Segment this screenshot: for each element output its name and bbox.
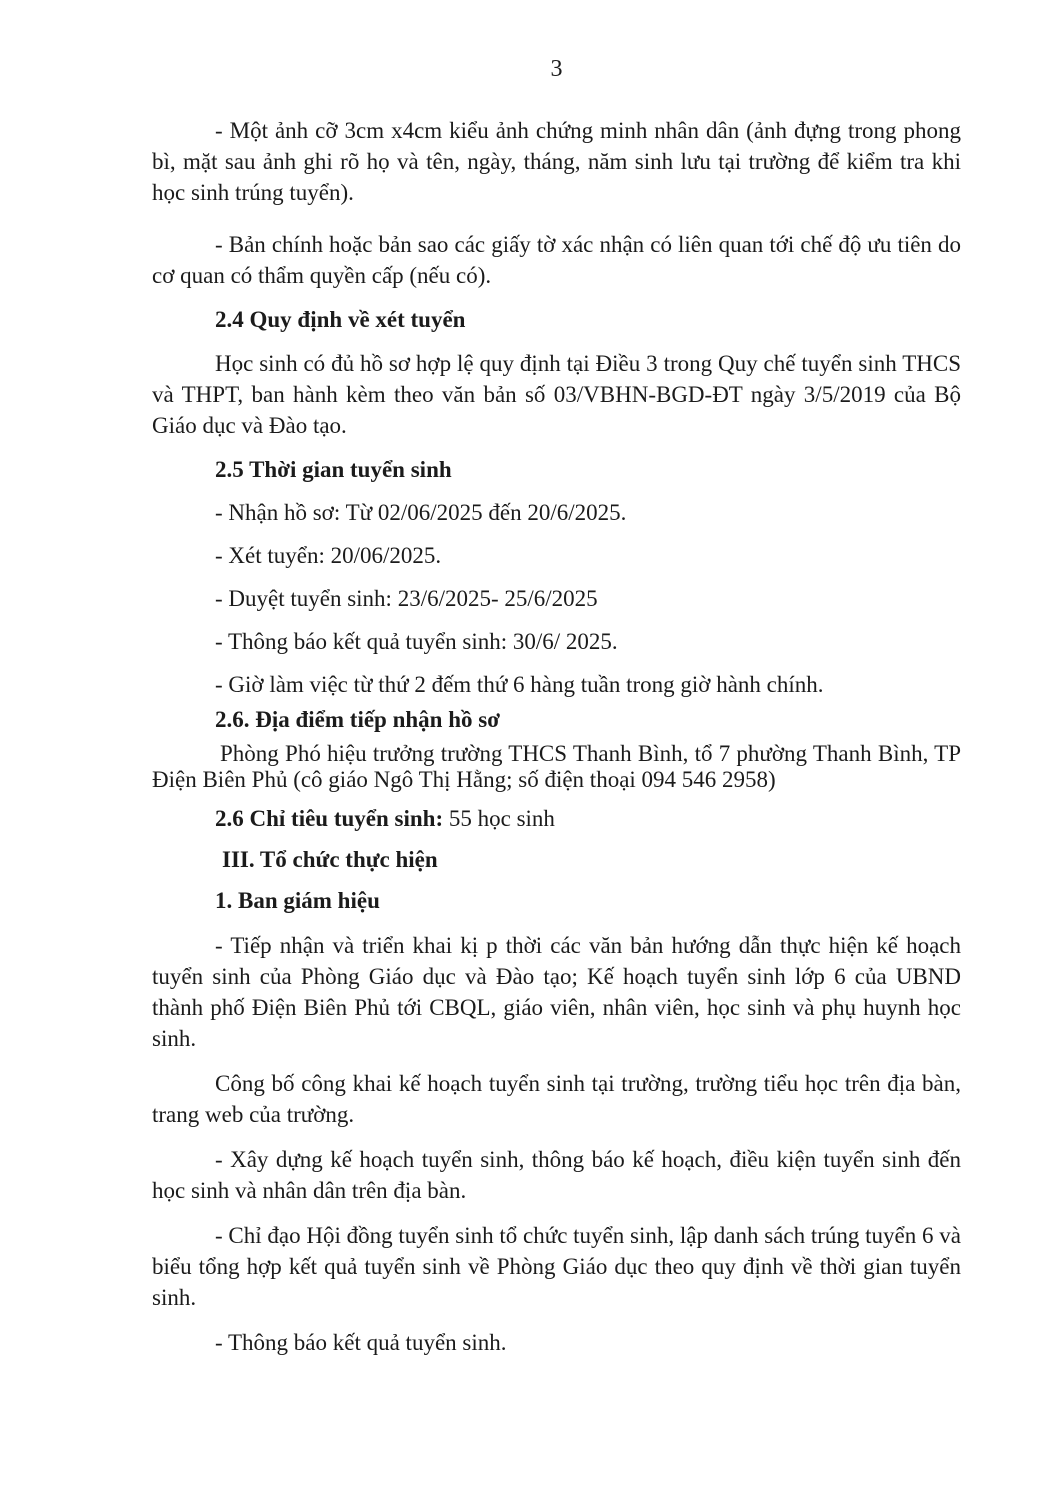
item-approval-dates: - Duyệt tuyển sinh: 23/6/2025- 25/6/2025 [215, 586, 598, 611]
item-admission-review-date: - Xét tuyển: 20/06/2025. [215, 543, 442, 568]
heading-2-6-dia-diem: 2.6. Địa điểm tiếp nhận hồ sơ [215, 707, 500, 732]
para-priority-documents: - Bản chính hoặc bản sao các giấy tờ xác nhận có liên quan tới chế độ ưu tiên do cơ quan có thẩm quyền cấp (nếu có). [152, 232, 961, 288]
heading-1-ban-giam-hieu: 1. Ban giám hiệu [215, 888, 380, 913]
para-eligibility-rule: Học sinh có đủ hồ sơ hợp lệ quy định tại Điều 3 trong Quy chế tuyển sinh THCS và THPT, ban hành kèm theo văn bản số 03/VBHN-BGD-ĐT ngày 3/5/2019 của Bộ Giáo dục và Đào tạo. [152, 351, 961, 438]
para-tiep-nhan-trien-khai: - Tiếp nhận và triển khai kị p thời các văn bản hướng dẫn thực hiện kế hoạch tuyển sinh của Phòng Giáo dục và Đào tạo; Kế hoạch tuyển sinh lớp 6 của UBND thành phố Điện Biên Phủ tới CBQL, giáo viên, nhân viên, học sinh và phụ huynh học sinh. [152, 933, 961, 1051]
quota-label: 2.6 Chỉ tiêu tuyển sinh: [215, 806, 444, 831]
heading-2-4-quy-dinh-xet-tuyen: 2.4 Quy định về xét tuyển [215, 307, 466, 332]
page-number: 3 [550, 56, 563, 82]
para-thong-bao-ket-qua: - Thông báo kết quả tuyển sinh. [215, 1330, 507, 1355]
item-result-announcement-date: - Thông báo kết quả tuyển sinh: 30/6/ 2025. [215, 629, 618, 654]
heading-2-5-thoi-gian-tuyen-sinh: 2.5 Thời gian tuyển sinh [215, 457, 452, 482]
para-chi-dao-hoi-dong: - Chỉ đạo Hội đồng tuyển sinh tổ chức tuyển sinh, lập danh sách trúng tuyển 6 và biểu tổng hợp kết quả tuyển sinh về Phòng Giáo dục theo quy định về thời gian tuyển sinh. [152, 1223, 961, 1310]
quota-value: 55 học sinh [448, 806, 555, 831]
para-cong-bo-cong-khai: Công bố công khai kế hoạch tuyển sinh tại trường, trường tiểu học trên địa bàn, trang web của trường. [152, 1071, 961, 1127]
item-working-hours: - Giờ làm việc từ thứ 2 đếm thứ 6 hàng tuần trong giờ hành chính. [215, 672, 824, 697]
line-quota [152, 803, 961, 834]
para-reception-location: Phòng Phó hiệu trưởng trường THCS Thanh Bình, tổ 7 phường Thanh Bình, TP Điện Biên Phủ (cô giáo Ngô Thị Hằng; số điện thoại 094 546 2958) [152, 741, 961, 792]
item-receive-dossier-dates: - Nhận hồ sơ: Từ 02/06/2025 đến 20/6/2025. [215, 500, 627, 525]
heading-iii-to-chuc-thuc-hien: III. Tổ chức thực hiện [222, 847, 438, 872]
para-xay-dung-ke-hoach: - Xây dựng kế hoạch tuyển sinh, thông báo kế hoạch, điều kiện tuyển sinh đến học sinh và nhân dân trên địa bàn. [152, 1147, 961, 1203]
para-photo-requirement: - Một ảnh cỡ 3cm x4cm kiểu ảnh chứng minh nhân dân (ảnh đựng trong phong bì, mặt sau ảnh ghi rõ họ và tên, ngày, tháng, năm sinh lưu tại trường để kiểm tra khi học sinh trúng tuyển). [152, 118, 961, 205]
